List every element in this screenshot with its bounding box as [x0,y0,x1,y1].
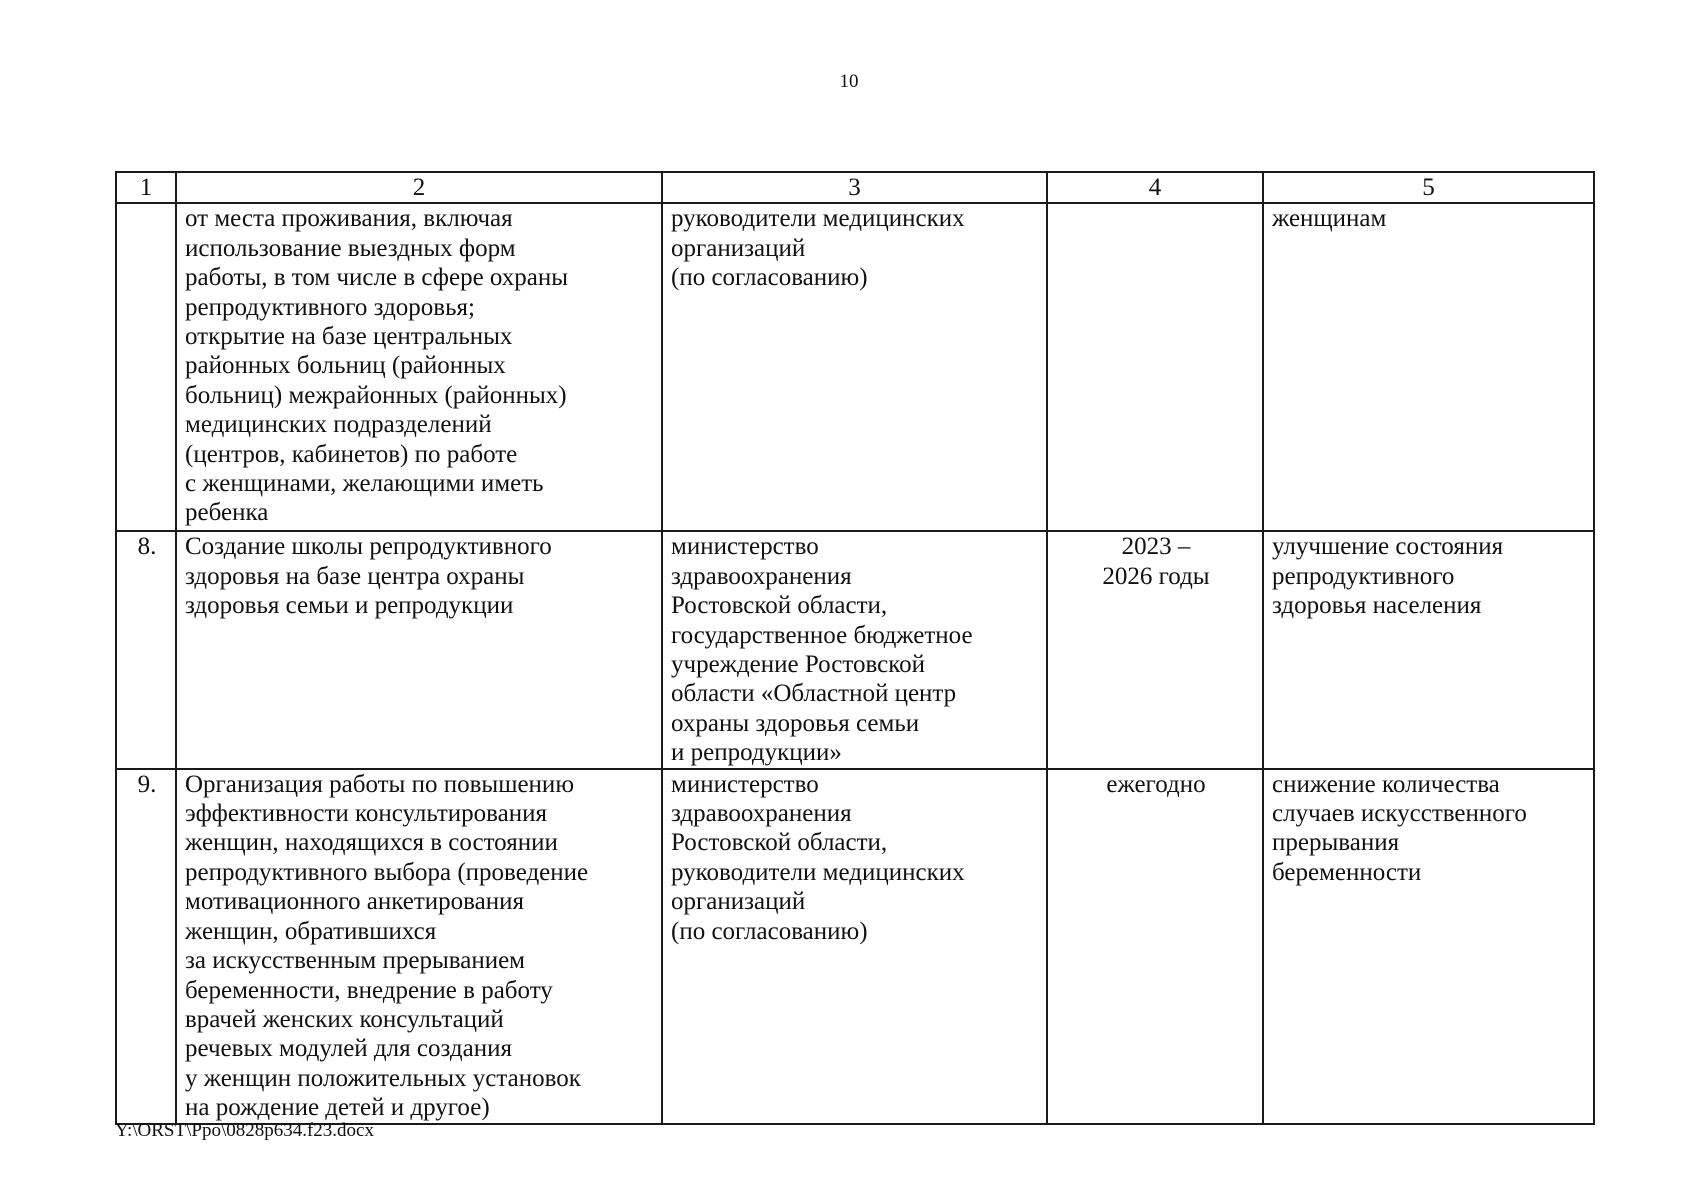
responsible-cell: министерство здравоохранения Ростовской области, руководители медицинских организаций (по согласованию) [662,769,1047,1124]
row-number [116,203,176,531]
table-row [116,531,1594,768]
term-cell: 2023 – 2026 годы [1047,531,1263,768]
term-cell [1047,203,1263,531]
term-cell: ежегодно [1047,769,1263,1124]
result-cell: улучшение состояния репродуктивного здоровья населения [1263,531,1594,768]
result-cell: снижение количества случаев искусственного прерывания беременности [1263,769,1594,1124]
responsible-cell: руководители медицинских организаций (по согласованию) [662,203,1047,531]
responsible-cell: министерство здравоохранения Ростовской области, государственное бюджетное учреждение Ростовской области «Областной центр охраны здоровья семьи и репродукции» [662,531,1047,768]
table-row [116,203,1594,531]
row-number: 9. [116,769,176,1124]
column-header-4: 4 [1047,172,1263,203]
activity-cell: Организация работы по повышению эффективности консультирования женщин, находящихся в состоянии репродуктивного выбора (проведение мотивационного анкетирования женщин, обратившихся за искусственным прерыванием беременности, внедрение в работу врачей женских консультаций речевых модулей для создания у женщин положительных установок на рождение детей и другое) [176,769,662,1124]
table-row [116,769,1594,1124]
measures-table [115,171,1595,1125]
activity-cell: Создание школы репродуктивного здоровья на базе центра охраны здоровья семьи и репродукции [176,531,662,768]
table-header-row [116,172,1594,203]
activity-cell: от места проживания, включая использование выездных форм работы, в том числе в сфере охраны репродуктивного здоровья; открытие на базе центральных районных больниц (районных больниц) межрайонных (районных) медицинских подразделений (центров, кабинетов) по работе с женщинами, желающими иметь ребенка [176,203,662,531]
row-number: 8. [116,531,176,768]
file-path-footer: Y:\ORST\Ppo\0828p634.f23.docx [115,1120,374,1141]
column-header-2: 2 [176,172,662,203]
page-number: 10 [839,71,859,92]
column-header-3: 3 [662,172,1047,203]
column-header-5: 5 [1263,172,1594,203]
column-header-1: 1 [116,172,176,203]
result-cell: женщинам [1263,203,1594,531]
